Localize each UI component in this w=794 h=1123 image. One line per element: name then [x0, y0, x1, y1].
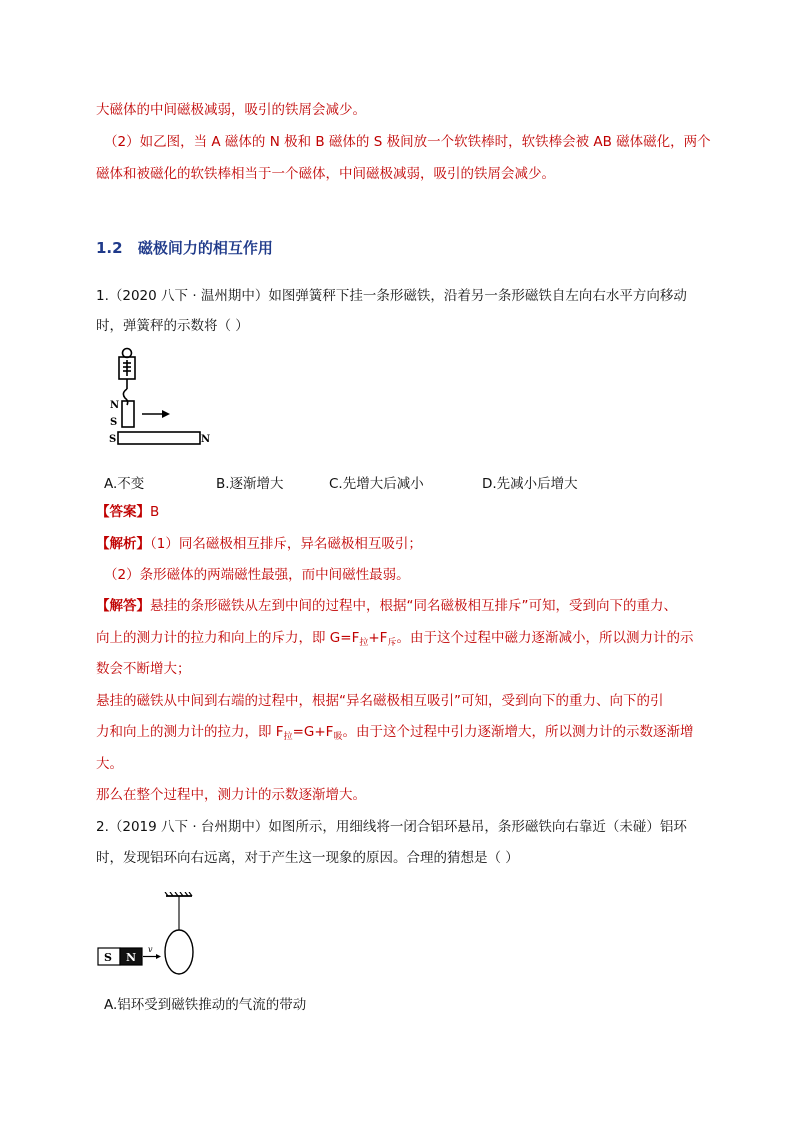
q1-analysis-line-1 — [96, 535, 422, 553]
q1-solution-line-1 — [96, 597, 677, 615]
q2-stem-line-1: 2.（2019 八下 · 台州期中）如图所示，用细线将一闭合铝环悬吊，条形磁铁向右靠近（未碰）铝环 — [96, 819, 687, 835]
answer-value: B — [150, 504, 160, 520]
q1-stem-line-1: 1.（2020 八下 · 温州期中）如图弹簧秤下挂一条形磁铁，沿着另一条形磁铁自左向右水平方向移动 — [96, 288, 687, 304]
q1-option-c: C.先增大后减小 — [329, 476, 424, 492]
q1-option-b: B.逐渐增大 — [216, 476, 284, 492]
solution-2b-sub-2: 吸 — [333, 732, 343, 742]
answer-tag: 【答案】 — [96, 504, 150, 520]
q1-solution-line-3: 数会不断增大； — [96, 661, 191, 677]
solution-text-1a: 悬挂的条形磁铁从左到中间的过程中，根据“同名磁极相互排斥”可知，受到向下的重力、 — [150, 598, 677, 614]
section-heading — [96, 237, 273, 258]
intro-line-3: 磁体和被磁化的软铁棒相当于一个磁体，中间磁极减弱，吸引的铁屑会减少。 — [96, 166, 555, 182]
solution-1b-plus: +F — [368, 630, 388, 646]
q1-figure-bar-left: S — [109, 434, 117, 445]
section-number: 1.2 — [96, 239, 123, 257]
q2-figure-velocity: v — [148, 945, 153, 954]
solution-1b-sub-1: 拉 — [359, 638, 369, 648]
q1-solution-line-4: 悬挂的磁铁从中间到右端的过程中，根据“异名磁极相互吸引”可知，受到向下的重力、向下的引 — [96, 693, 664, 709]
q1-conclusion: 那么在整个过程中，测力计的示数逐渐增大。 — [96, 787, 366, 803]
intro-line-2: （2）如乙图，当 A 磁体的 N 极和 B 磁体的 S 极间放一个软铁棒时，软铁棒会被 AB 磁体磁化，两个 — [104, 134, 711, 150]
q1-figure-spring-scale — [100, 345, 220, 453]
solution-2b-pre: 力和向上的测力计的拉力，即 F — [96, 724, 284, 740]
solution-2b-post: 。由于这个过程中引力逐渐增大，所以测力计的示数逐渐增 — [342, 724, 694, 740]
q1-answer — [96, 503, 159, 521]
q1-figure-label-n: N — [110, 400, 120, 411]
solution-2b-mid: =G+F — [292, 724, 334, 740]
q1-option-d: D.先减小后增大 — [482, 476, 578, 492]
q2-figure-aluminum-ring — [96, 892, 236, 978]
solution-1b-sub-2: 斥 — [387, 638, 397, 648]
q2-figure-magnet-s: S — [104, 951, 112, 964]
q1-figure-bar-right: N — [201, 434, 211, 445]
q1-figure-label-s: S — [110, 417, 118, 428]
solution-1b-post: 。由于这个过程中磁力逐渐减小，所以测力计的示 — [396, 630, 694, 646]
q1-analysis-line-2: （2）条形磁体的两端磁性最强，而中间磁性最弱。 — [104, 567, 410, 583]
solution-2b-sub-1: 拉 — [283, 732, 293, 742]
analysis-tag: 【解析】 — [96, 536, 150, 552]
q1-stem-line-2: 时，弹簧秤的示数将（ ） — [96, 318, 249, 334]
q1-option-a: A.不变 — [104, 476, 145, 492]
analysis-text-1: （1）同名磁极相互排斥，异名磁极相互吸引； — [150, 536, 422, 552]
solution-1b-pre: 向上的测力计的拉力和向上的斥力，即 G=F — [96, 630, 360, 646]
q1-solution-line-2 — [96, 629, 693, 649]
q2-stem-line-2: 时，发现铝环向右远离，对于产生这一现象的原因。合理的猜想是（ ） — [96, 850, 519, 866]
section-title: 磁极间力的相互作用 — [137, 239, 273, 257]
solution-tag: 【解答】 — [96, 598, 150, 614]
q2-figure-magnet-n: N — [126, 951, 137, 964]
intro-line-1: 大磁体的中间磁极减弱，吸引的铁屑会减少。 — [96, 102, 366, 118]
q1-solution-line-6: 大。 — [96, 756, 123, 772]
q2-option-a: A.铝环受到磁铁推动的气流的带动 — [104, 997, 307, 1013]
q1-solution-line-5 — [96, 723, 693, 743]
